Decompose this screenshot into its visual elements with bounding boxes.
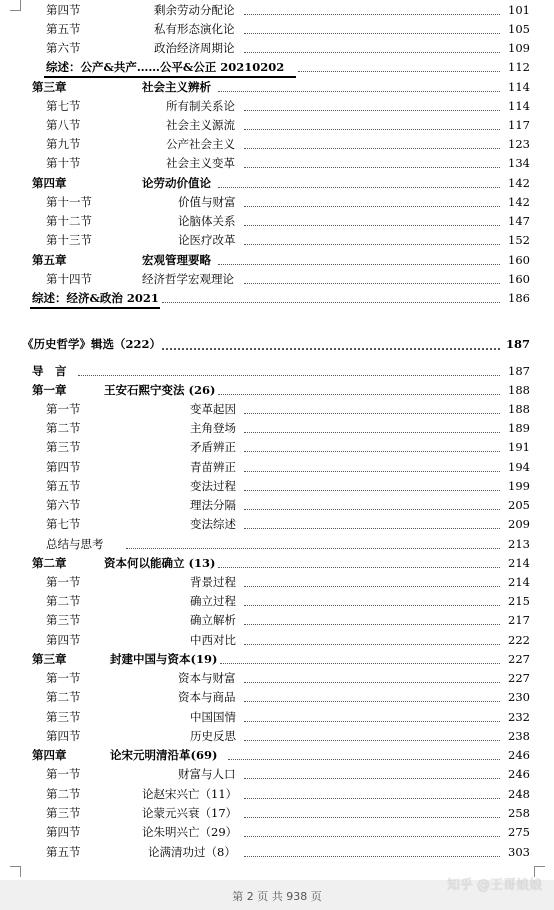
toc-entry[interactable]	[0, 726, 554, 746]
toc-label: 总结与思考	[46, 537, 104, 551]
toc-title: 财富与人口	[178, 767, 236, 781]
toc-page-number: 258	[508, 806, 530, 820]
toc-title: 社会主义变革	[166, 156, 235, 170]
toc-label: 第五节	[46, 845, 81, 859]
toc-title: 理法分隔	[190, 498, 236, 512]
toc-entry[interactable]	[0, 457, 554, 477]
toc-entry[interactable]	[0, 803, 554, 823]
toc-title: 论劳动价值论	[142, 176, 211, 190]
toc-title: 论医疗改革	[178, 233, 236, 247]
toc-page-number: 142	[508, 176, 530, 190]
toc-title: 变法过程	[190, 479, 236, 493]
toc-chapter-entry[interactable]	[0, 77, 554, 97]
toc-title: 青苗辨正	[190, 460, 236, 474]
toc-page-number: 194	[508, 460, 530, 474]
toc-title: 论满清功过（8）	[148, 845, 236, 859]
toc-page-number: 230	[508, 690, 530, 704]
toc-page-number: 215	[508, 594, 530, 608]
toc-title: 资本与商品	[178, 690, 236, 704]
toc-title: 论蒙元兴衰（17）	[142, 806, 238, 820]
toc-title: 论宋元明清沿革(69)	[110, 748, 218, 762]
toc-label: 《历史哲学》辑选（222）	[22, 337, 162, 351]
toc-page-number: 222	[508, 633, 530, 647]
toc-title: 确立过程	[190, 594, 236, 608]
toc-page-number: 214	[508, 556, 530, 570]
toc-title: 论赵宋兴亡（11）	[142, 787, 238, 801]
toc-entry[interactable]	[0, 153, 554, 173]
toc-page-number: 227	[508, 652, 530, 666]
toc-label: 第一章	[32, 383, 67, 397]
toc-chapter-entry[interactable]	[0, 380, 554, 400]
toc-entry[interactable]	[0, 192, 554, 212]
toc-entry[interactable]	[0, 687, 554, 707]
toc-entry[interactable]	[0, 822, 554, 842]
toc-label: 第三节	[46, 806, 81, 820]
toc-label: 第四节	[46, 729, 81, 743]
toc-entry[interactable]	[0, 0, 554, 20]
toc-page-number: 112	[508, 60, 530, 74]
toc-page-number: 101	[508, 3, 530, 17]
toc-title: 论脑体关系	[178, 214, 236, 228]
toc-title: 社会主义源流	[166, 118, 235, 132]
toc-title: 论朱明兴亡（29）	[142, 825, 238, 839]
toc-entry[interactable]	[0, 842, 554, 862]
toc-part-entry[interactable]	[0, 334, 554, 354]
toc-label: 第十一节	[46, 195, 92, 209]
toc-label: 第二节	[46, 594, 81, 608]
toc-label: 第二节	[46, 690, 81, 704]
toc-label: 第八节	[46, 118, 81, 132]
toc-entry[interactable]	[0, 630, 554, 650]
toc-label: 第二节	[46, 421, 81, 435]
toc-label: 第九节	[46, 137, 81, 151]
toc-label: 综述：经济&政治 2021	[32, 291, 159, 305]
toc-title: 剩余劳动分配论	[154, 3, 235, 17]
toc-page-number: 217	[508, 613, 530, 627]
toc-page-number: 209	[508, 517, 530, 531]
toc-page-number: 142	[508, 195, 530, 209]
toc-entry[interactable]	[0, 784, 554, 804]
toc-entry[interactable]	[0, 269, 554, 289]
toc-page-number: 248	[508, 787, 530, 801]
toc-entry[interactable]	[0, 19, 554, 39]
toc-page-number: 109	[508, 41, 530, 55]
toc-entry[interactable]	[0, 668, 554, 688]
toc-entry[interactable]	[0, 591, 554, 611]
toc-page-number: 246	[508, 748, 530, 762]
toc-chapter-entry[interactable]	[0, 250, 554, 270]
toc-entry[interactable]	[0, 514, 554, 534]
toc-title: 经济哲学宏观理论	[142, 272, 234, 286]
toc-page-number: 114	[508, 99, 530, 113]
toc-title: 公产社会主义	[166, 137, 235, 151]
toc-title: 中国国情	[190, 710, 236, 724]
toc-page-number: 147	[508, 214, 530, 228]
toc-entry[interactable]	[0, 134, 554, 154]
toc-label: 第四章	[32, 176, 67, 190]
toc-summary-entry[interactable]	[0, 288, 554, 308]
toc-page-number: 275	[508, 825, 530, 839]
toc-label: 第十二节	[46, 214, 92, 228]
toc-label: 第四节	[46, 825, 81, 839]
toc-label: 综述：公产&共产……公平&公正 20210202	[46, 60, 285, 74]
toc-page-number: 214	[508, 575, 530, 589]
toc-label: 导 言	[32, 364, 67, 378]
toc-title: 中西对比	[190, 633, 236, 647]
toc-label: 第四节	[46, 460, 81, 474]
toc-page-number: 152	[508, 233, 530, 247]
toc-title: 变革起因	[190, 402, 236, 416]
toc-page-number: 232	[508, 710, 530, 724]
toc-label: 第二节	[46, 787, 81, 801]
toc-label: 第一节	[46, 767, 81, 781]
toc-title: 矛盾辨正	[190, 440, 236, 454]
toc-title: 价值与财富	[178, 195, 236, 209]
toc-page-number: 187	[508, 364, 530, 378]
toc-title: 历史反思	[190, 729, 236, 743]
toc-label: 第三节	[46, 440, 81, 454]
toc-entry[interactable]	[0, 534, 554, 554]
toc-page-number: 123	[508, 137, 530, 151]
toc-entry[interactable]	[0, 361, 554, 381]
toc-title: 所有制关系论	[166, 99, 235, 113]
toc-title: 主角登场	[190, 421, 236, 435]
toc-title: 背景过程	[190, 575, 236, 589]
watermark: 知乎 @王哥娘娘	[446, 878, 542, 893]
toc-label: 第三章	[32, 80, 67, 94]
toc-label: 第三节	[46, 710, 81, 724]
toc-page-number: 199	[508, 479, 530, 493]
toc-label: 第十四节	[46, 272, 92, 286]
toc-page-number: 114	[508, 80, 530, 94]
toc-page-number: 188	[508, 402, 530, 416]
toc-label: 第四节	[46, 3, 81, 17]
toc-page-number: 246	[508, 767, 530, 781]
toc-label: 第七节	[46, 99, 81, 113]
toc-entry[interactable]	[0, 211, 554, 231]
toc-page-number: 160	[508, 272, 530, 286]
toc-label: 第二章	[32, 556, 67, 570]
toc-chapter-entry[interactable]	[0, 173, 554, 193]
toc-title: 资本何以能确立 (13)	[104, 556, 216, 570]
toc-page-number: 187	[505, 337, 530, 351]
toc-page-number: 105	[508, 22, 530, 36]
toc-label: 第六节	[46, 498, 81, 512]
crop-mark-bottom-left	[10, 866, 21, 877]
toc-entry[interactable]	[0, 572, 554, 592]
toc-label: 第三章	[32, 652, 67, 666]
toc-chapter-entry[interactable]	[0, 649, 554, 669]
toc-entry[interactable]	[0, 399, 554, 419]
toc-label: 第七节	[46, 517, 81, 531]
toc-entry[interactable]	[0, 707, 554, 727]
toc-entry[interactable]	[0, 764, 554, 784]
toc-title: 变法综述	[190, 517, 236, 531]
toc-page-number: 213	[508, 537, 530, 551]
toc-page-number: 238	[508, 729, 530, 743]
toc-label: 第一节	[46, 671, 81, 685]
toc-title: 宏观管理要略	[142, 253, 211, 267]
toc-label: 第三节	[46, 613, 81, 627]
toc-entry[interactable]	[0, 495, 554, 515]
toc-entry[interactable]	[0, 230, 554, 250]
toc-title: 政治经济周期论	[154, 41, 235, 55]
toc-chapter-entry[interactable]	[0, 745, 554, 765]
toc-entry[interactable]	[0, 418, 554, 438]
toc-page-number: 117	[508, 118, 530, 132]
toc-page-number: 134	[508, 156, 530, 170]
toc-page-number: 189	[508, 421, 530, 435]
toc-title: 封建中国与资本(19)	[110, 652, 218, 666]
toc-entry[interactable]	[0, 476, 554, 496]
toc-label: 第一节	[46, 402, 81, 416]
toc-chapter-entry[interactable]	[0, 553, 554, 573]
toc-entry[interactable]	[0, 38, 554, 58]
toc-page-number: 186	[508, 291, 530, 305]
toc-label: 第五节	[46, 22, 81, 36]
toc-page-number: 160	[508, 253, 530, 267]
toc-title: 社会主义辨析	[142, 80, 211, 94]
toc-entry[interactable]	[0, 115, 554, 135]
toc-label: 第十三节	[46, 233, 92, 247]
toc-label: 第四章	[32, 748, 67, 762]
toc-title: 私有形态演化论	[154, 22, 235, 36]
toc-page-number: 227	[508, 671, 530, 685]
toc-label: 第六节	[46, 41, 81, 55]
toc-label: 第一节	[46, 575, 81, 589]
toc-entry[interactable]	[0, 437, 554, 457]
toc-title: 王安石熙宁变法 (26)	[104, 383, 216, 397]
toc-label: 第五节	[46, 479, 81, 493]
toc-page-number: 188	[508, 383, 530, 397]
toc-label: 第十节	[46, 156, 81, 170]
toc-entry[interactable]	[0, 96, 554, 116]
toc-summary-entry[interactable]	[0, 57, 554, 77]
toc-entry[interactable]	[0, 610, 554, 630]
page-footer: 第 2 页 共 938 页	[232, 890, 322, 903]
toc-label: 第四节	[46, 633, 81, 647]
toc-label: 第五章	[32, 253, 67, 267]
toc-page-number: 205	[508, 498, 530, 512]
toc-title: 资本与财富	[178, 671, 236, 685]
toc-title: 确立解析	[190, 613, 236, 627]
toc-page-number: 303	[508, 845, 530, 859]
toc-page-number: 191	[508, 440, 530, 454]
